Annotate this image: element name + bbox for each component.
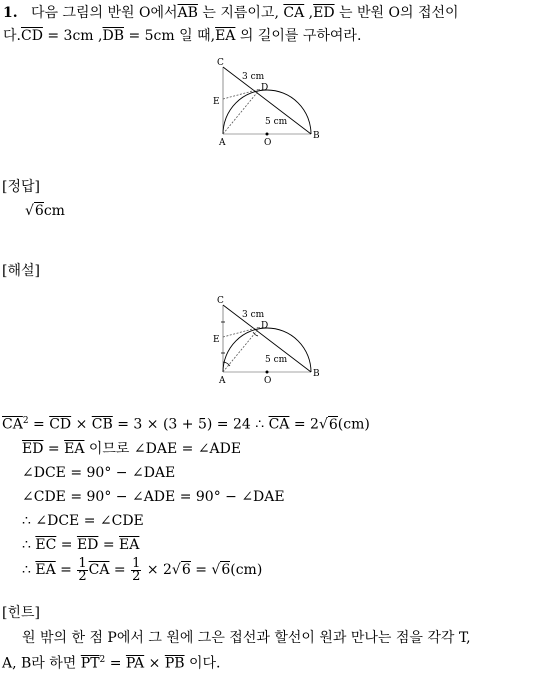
problem-text: 의 길이를 구하여라. xyxy=(239,28,362,44)
segment-ed: $\overline{ED}$ xyxy=(76,537,99,553)
label-a: A xyxy=(219,376,226,386)
segment-ea: $\overline{EA}$ xyxy=(64,441,85,457)
hint-text: 이다. xyxy=(184,655,221,672)
segment-cd: $\overline{CD}$ xyxy=(20,28,43,44)
problem-number: 1. xyxy=(3,5,18,21)
answer-heading: [정답] xyxy=(2,179,40,195)
label-a: A xyxy=(219,138,226,148)
segment-ca: $\overline{CA}$ xyxy=(283,5,305,21)
label-length-db: 5 cm xyxy=(265,117,288,127)
explanation-line-6 xyxy=(22,536,139,554)
segment-ea: $\overline{EA}$ xyxy=(215,28,236,44)
answer-unit: cm xyxy=(43,203,65,219)
segment-pa: $\overline{PA}$ xyxy=(125,655,145,672)
explanation-line-7: ∴ $\overline{EA}$ = $\frac{1}{2}$ $\overline{CA}$ = $\frac{1}{2}$ × 2√6 = √6(cm) xyxy=(22,555,263,584)
explanation-line-1: $\overline{CA}^2 = \overline{CD} \times \overline{CB} = 3 \times (3 + 5) = 24$ ∴ $\overline{CA} = 2√6(cm)$ xyxy=(2,416,370,433)
problem-text: = 5cm 일 때, xyxy=(128,28,216,44)
math-text: 이므로 ∠DAE = ∠ADE xyxy=(84,441,242,457)
math-text: ∴ xyxy=(22,562,36,578)
explanation-line-4: ∠CDE = 90° − ∠ADE = 90° − ∠DAE xyxy=(22,489,285,505)
explanation-line-2 xyxy=(22,440,241,458)
angle-mark-d xyxy=(253,332,258,336)
fraction-denominator: 2 xyxy=(78,568,87,584)
tangent-ed xyxy=(223,89,260,99)
math-text: (cm) xyxy=(337,416,370,433)
segment-ab: $\overline{AB}$ xyxy=(177,5,198,21)
segment-cb: $\overline{CB}$ xyxy=(91,416,113,433)
hint-text: × xyxy=(144,655,165,672)
segment-pb: $\overline{PB}$ xyxy=(164,655,185,672)
math-text: = xyxy=(56,537,77,553)
problem-text: 다. xyxy=(3,28,21,44)
label-length-db: 5 cm xyxy=(265,355,288,365)
center-point xyxy=(266,371,269,374)
label-e: E xyxy=(213,97,220,107)
label-b: B xyxy=(313,131,320,141)
label-d: D xyxy=(261,83,269,93)
explanation-line-3: ∠DCE = 90° − ∠DAE xyxy=(22,465,176,481)
math-root: 6 xyxy=(181,562,191,578)
problem-text: 는 반원 O의 접선이 xyxy=(339,5,459,21)
segment-ec: $\overline{EC}$ xyxy=(35,537,57,553)
problem-line-1 xyxy=(3,4,459,22)
math-text: = 3 × (3 + 5) = 24 ∴ xyxy=(112,416,269,433)
fraction-numerator: 1 xyxy=(78,555,87,571)
problem-text: , xyxy=(308,5,314,21)
answer-root: 6 xyxy=(34,203,44,219)
segment-ed: $\overline{ED}$ xyxy=(22,441,44,457)
fraction-half xyxy=(77,555,87,584)
segment-db: $\overline{DB}$ xyxy=(102,28,124,44)
math-text: = xyxy=(109,562,131,578)
math-text: = xyxy=(190,562,212,578)
hint-text: A, B라 하면 xyxy=(2,655,81,672)
problem-text: = 3cm , xyxy=(47,28,103,44)
label-c: C xyxy=(217,58,224,68)
problem-line-2 xyxy=(3,27,361,45)
segment-ca: $\overline{CA}$ xyxy=(2,416,23,433)
problem-text: 다음 그림의 반원 O에서 xyxy=(30,5,178,21)
label-length-cd: 3 cm xyxy=(242,72,265,82)
segment-ed: $\overline{ED}$ xyxy=(313,5,335,21)
segment-ca: $\overline{CA}$ xyxy=(268,416,290,433)
explanation-line-5: ∴ ∠DCE = ∠CDE xyxy=(22,513,144,529)
label-length-cd: 3 cm xyxy=(242,310,265,320)
math-text: (cm) xyxy=(230,562,263,578)
exponent: 2 xyxy=(22,416,29,426)
math-root: 6 xyxy=(221,562,231,578)
math-text: = xyxy=(28,416,50,433)
math-text: = xyxy=(98,537,120,553)
hint-line-1: 원 밖의 한 점 P에서 그 원에 그은 접선과 할선이 원과 만나는 점을 각각 T, xyxy=(22,630,471,646)
hint-line-2 xyxy=(2,651,220,673)
segment-pt: $\overline{PT}$ xyxy=(80,655,100,672)
semicircle-arc xyxy=(223,90,311,134)
center-point xyxy=(266,133,269,136)
semicircle-figure xyxy=(208,58,326,150)
tangent-ed xyxy=(223,327,260,337)
math-text: × 2 xyxy=(142,562,172,578)
label-c: C xyxy=(217,296,224,306)
label-o: O xyxy=(264,376,272,386)
segment-ea: $\overline{EA}$ xyxy=(119,537,140,553)
hint-heading: [힌트] xyxy=(2,605,40,621)
answer-value: √6cm xyxy=(25,203,65,219)
math-text: × xyxy=(71,416,92,433)
explanation-heading: [해설] xyxy=(2,263,40,279)
label-b: B xyxy=(313,369,320,379)
label-o: O xyxy=(264,138,272,148)
solution-figure xyxy=(208,296,326,388)
segment-ea: $\overline{EA}$ xyxy=(35,562,56,578)
label-e: E xyxy=(213,335,220,345)
exponent: 2 xyxy=(99,655,106,665)
label-d: D xyxy=(261,321,269,331)
segment-cd: $\overline{CD}$ xyxy=(49,416,72,433)
hint-text: = xyxy=(105,655,126,672)
math-root: 6 xyxy=(328,416,338,433)
segment-ca: $\overline{CA}$ xyxy=(88,562,110,578)
fraction-half xyxy=(131,555,141,584)
semicircle-arc xyxy=(223,328,311,372)
fraction-denominator: 2 xyxy=(132,568,141,584)
fraction-numerator: 1 xyxy=(132,555,141,571)
math-text: = xyxy=(43,441,65,457)
math-text: ∴ xyxy=(22,537,36,553)
problem-text: 는 지름이고, xyxy=(202,5,279,21)
math-text: = xyxy=(55,562,77,578)
math-text: = 2 xyxy=(289,416,319,433)
